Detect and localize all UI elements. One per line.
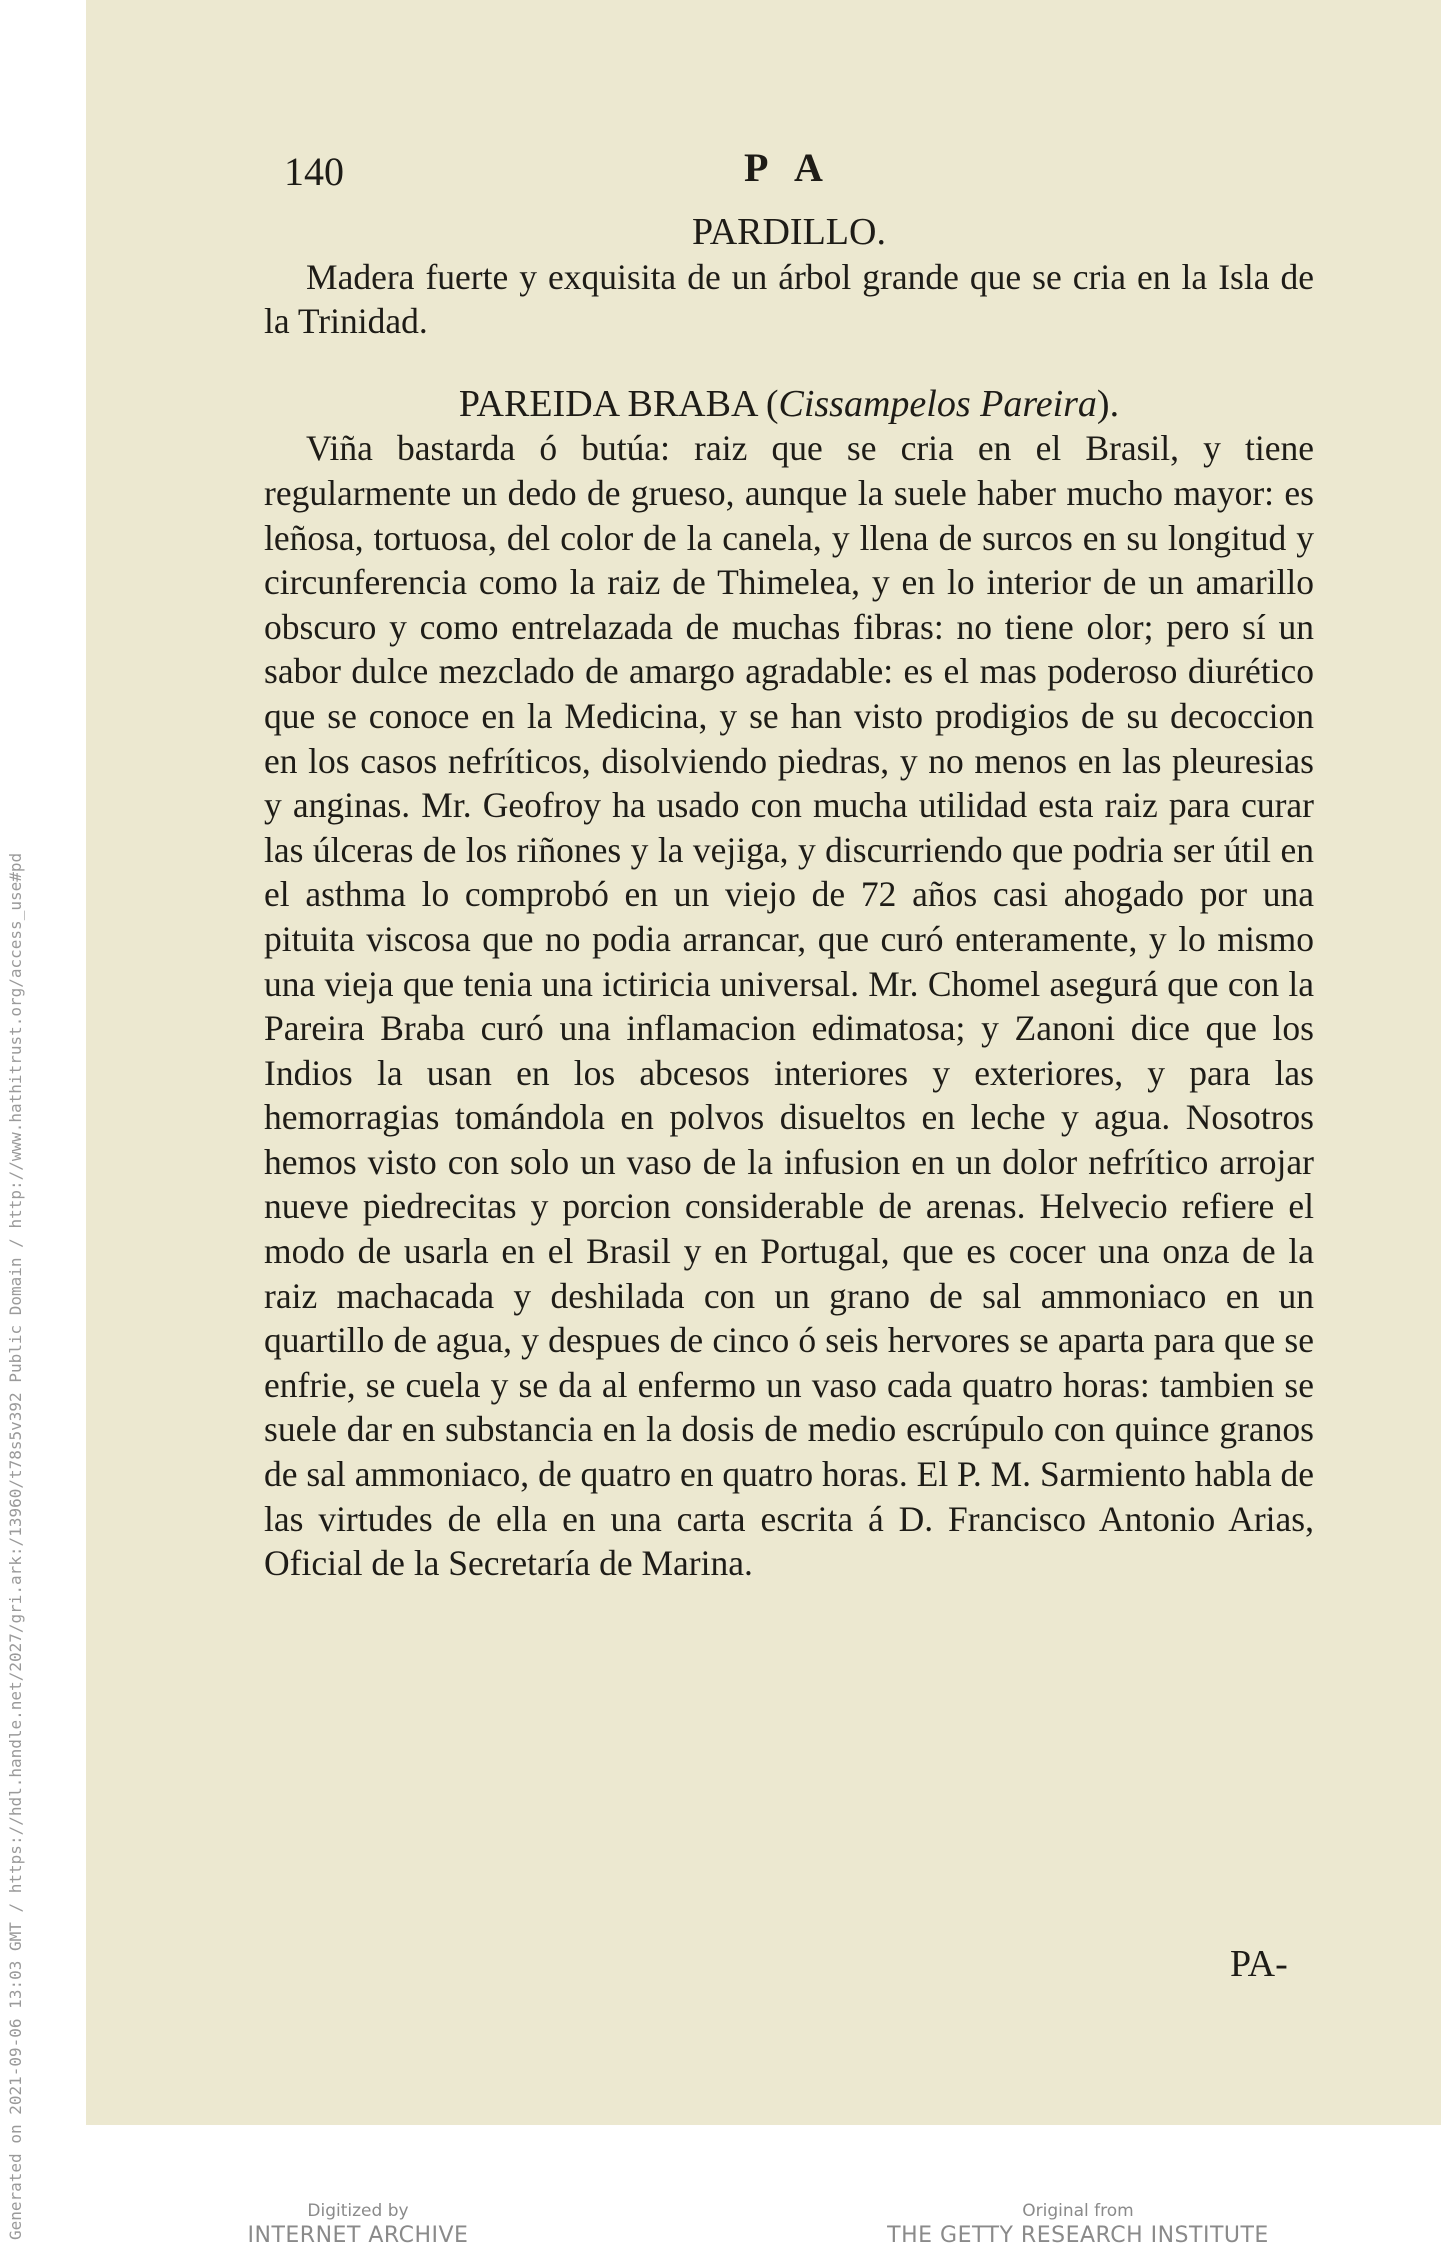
entry-title-pareida-braba: [264, 382, 1314, 427]
footer-digitized-by: [158, 2200, 558, 2250]
entry-title-pardillo: PARDILLO.: [692, 211, 886, 253]
footer-left-big: INTERNET ARCHIVE: [247, 2223, 469, 2248]
footer-right-small: Original from: [1022, 2201, 1134, 2221]
sidebar-margin: [0, 0, 86, 2255]
generation-stamp: Generated on 2021-09-06 13:03 GMT / https://hdl.handle.net/2027/gri.ark:/13960/t78s5v392 Public Domain / http://www.hathitrust.org/access_use#pd: [6, 852, 25, 2240]
entry-text-pardillo: Madera fuerte y exquisita de un árbol grande que se cria en la Isla de la Trinidad.: [264, 256, 1314, 342]
entry-title-main: PAREIDA BRABA (: [458, 382, 779, 425]
entry-title-end: ).: [1096, 382, 1120, 425]
running-head: [284, 145, 1324, 198]
catchword: PA-: [1230, 1943, 1288, 1985]
footer-right-big: THE GETTY RESEARCH INSTITUTE: [887, 2223, 1269, 2248]
footer-original-from: [878, 2200, 1278, 2250]
footer-left-small: Digitized by: [307, 2201, 409, 2221]
page-number: 140: [284, 149, 344, 194]
entry-text-pareida-braba: Viña bastarda ó butúa: raiz que se cria en el Brasil, y tiene regularmente un dedo de grueso, aunque la suele haber mucho mayor: es leñosa, tortuosa, del color de la canela, y llena de surcos en su longitud y circunferencia como la raiz de Thimelea, y en lo interior de un amarillo obscuro y como entrelazada de muchas fibras: no tiene olor; pero sí un sabor dulce mezclado de amargo agradable: es el mas poderoso diurético que se conoce en la Medicina, y se han visto prodigios de su decoccion en los casos nefríticos, disolviendo piedras, y no menos en las pleuresias y anginas. Mr. Geofroy ha usado con mucha utilidad esta raiz para curar las úlceras de los riñones y la vejiga, y discurriendo que podria ser útil en el asthma lo comprobó en un viejo de 72 años casi ahogado por una pituita viscosa que no podia arrancar, que curó enteramente, y lo mismo una vieja que tenia una ictiricia universal. Mr. Chomel asegurá que con la Pareira Braba curó una inflamacion edimatosa; y Zanoni dice que los Indios la usan en los abcesos interiores y exteriores, y para las hemorragias tomándola en polvos disueltos en leche y agua. Nosotros hemos visto con solo un vaso de la infusion en un dolor nefrítico arrojar nueve piedrecitas y porcion considerable de arenas. Helvecio refiere el modo de usarla en el Brasil y en Portugal, que es cocer una onza de la raiz machacada y deshilada con un grano de sal ammoniaco en un quartillo de agua, y despues de cinco ó seis hervores se aparta para que se enfrie, se cuela y se da al enfermo un vaso cada quatro horas: tambien se suele dar en substancia en la dosis de medio escrúpulo con quince granos de sal ammoniaco, de quatro en quatro horas. El P. M. Sarmiento habla de las virtudes de ella en una carta escrita á D. Francisco Antonio Arias, Oficial de la Secretaría de Marina.: [264, 428, 1314, 1584]
scientific-name: Cissampelos Pareira: [778, 382, 1097, 425]
header-letters: P A: [744, 145, 833, 190]
page-body: [264, 210, 1314, 1586]
